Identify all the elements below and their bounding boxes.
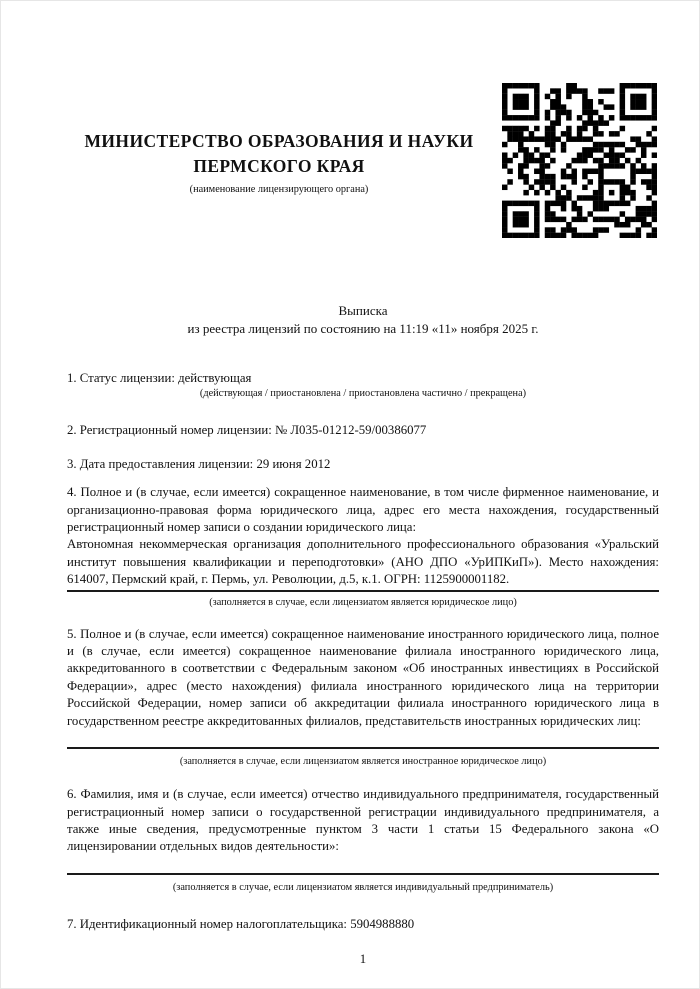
item-5-caption: (заполняется в случае, если лицензиатом является иностранное юридическое лицо) (179, 756, 547, 768)
item-6-caption: (заполняется в случае, если лицензиатом является индивидуальный предприниматель) (172, 881, 554, 893)
item-5-blank-field (67, 732, 659, 749)
item-5-question: 5. Полное и (в случае, если имеется) сокращенное наименование иностранного юридического лица, полное и (в случае, если имеется) сокращенное наименование филиала иностранного юридического лица, аккредитованного в соответствии с Федеральным законом «Об иностранных инвестициях в Российской Федерации», адрес (место нахождения) филиала иностранного юридического лица на территории Российской Федерации, номер записи об аккредитации филиала иностранного юридического лица в государственном реестре аккредитованных филиалов, представительств иностранных юридических лиц: (67, 626, 659, 728)
item-6-question: 6. Фамилия, имя и (в случае, если имеется) отчество индивидуального предпринимателя, государственный регистрационный номер записи о государственной регистрации индивидуального предпринимателя, а также иные сведения, предусмотренные пунктом 3 части 1 статьи 15 Федерального закона «О лицензировании отдельных видов деятельности»: (67, 787, 659, 854)
item-1-caption: (действующая / приостановлена / приостановлена частично / прекращена) (199, 388, 527, 400)
item-2-label: 2. Регистрационный номер лицензии: (67, 423, 272, 438)
item-6-individual-entrepreneur (67, 786, 659, 895)
page-number: 1 (359, 952, 367, 967)
ministry-name-line2: ПЕРМСКОГО КРАЯ (193, 156, 365, 176)
document-title (67, 302, 659, 337)
item-4-question: 4. Полное и (в случае, если имеется) сокращенное наименование, в том числе фирменное наименование, и организационно-правовая форма юридического лица, адрес его места нахождения, государственный регистрационный номер записи о создании юридического лица: (67, 485, 659, 535)
item-6-blank-field (67, 858, 659, 875)
document-title-line1: Выписка (338, 303, 388, 318)
item-2-value: № Л035-01212-59/00386077 (274, 423, 427, 438)
item-4-caption: (заполняется в случае, если лицензиатом является юридическое лицо) (209, 596, 517, 608)
ministry-name-line1: МИНИСТЕРСТВО ОБРАЗОВАНИЯ И НАУКИ (84, 131, 474, 151)
item-7-value: 5904988880 (350, 916, 415, 931)
item-3-label: 3. Дата предоставления лицензии: (67, 456, 254, 471)
document-body (1, 302, 699, 969)
item-7-label: 7. Идентификационный номер налогоплательщика: (67, 916, 347, 931)
document-title-line2: из реестра лицензий по состоянию на 11:19 «11» ноября 2025 г. (187, 320, 539, 336)
qr-code-icon (502, 83, 657, 238)
item-4-legal-entity (67, 484, 659, 609)
item-2-registration-number (67, 422, 659, 439)
issuing-authority-block (69, 83, 489, 196)
item-5-foreign-entity (67, 626, 659, 769)
item-1-license-status (67, 370, 659, 387)
item-3-value: 29 июня 2012 (256, 456, 331, 471)
item-1-label: 1. Статус лицензии: (67, 371, 175, 385)
document-header (1, 83, 699, 238)
item-1-value: действующая (178, 371, 252, 385)
ministry-caption: (наименование лицензирующего органа) (189, 184, 369, 195)
item-7-taxpayer-number (67, 916, 659, 933)
item-4-answer: Автономная некоммерческая организация дополнительного профессионального образования «Уральский институт повышения квалификации и переподготовки» (АНО ДПО «УрИПКиП»). Место нахождения: 614007, Пермский край, г. Пермь, ул. Революции, д.5, к.1. ОГРН: 1125900001182. (67, 536, 659, 591)
item-3-license-date (67, 456, 659, 473)
